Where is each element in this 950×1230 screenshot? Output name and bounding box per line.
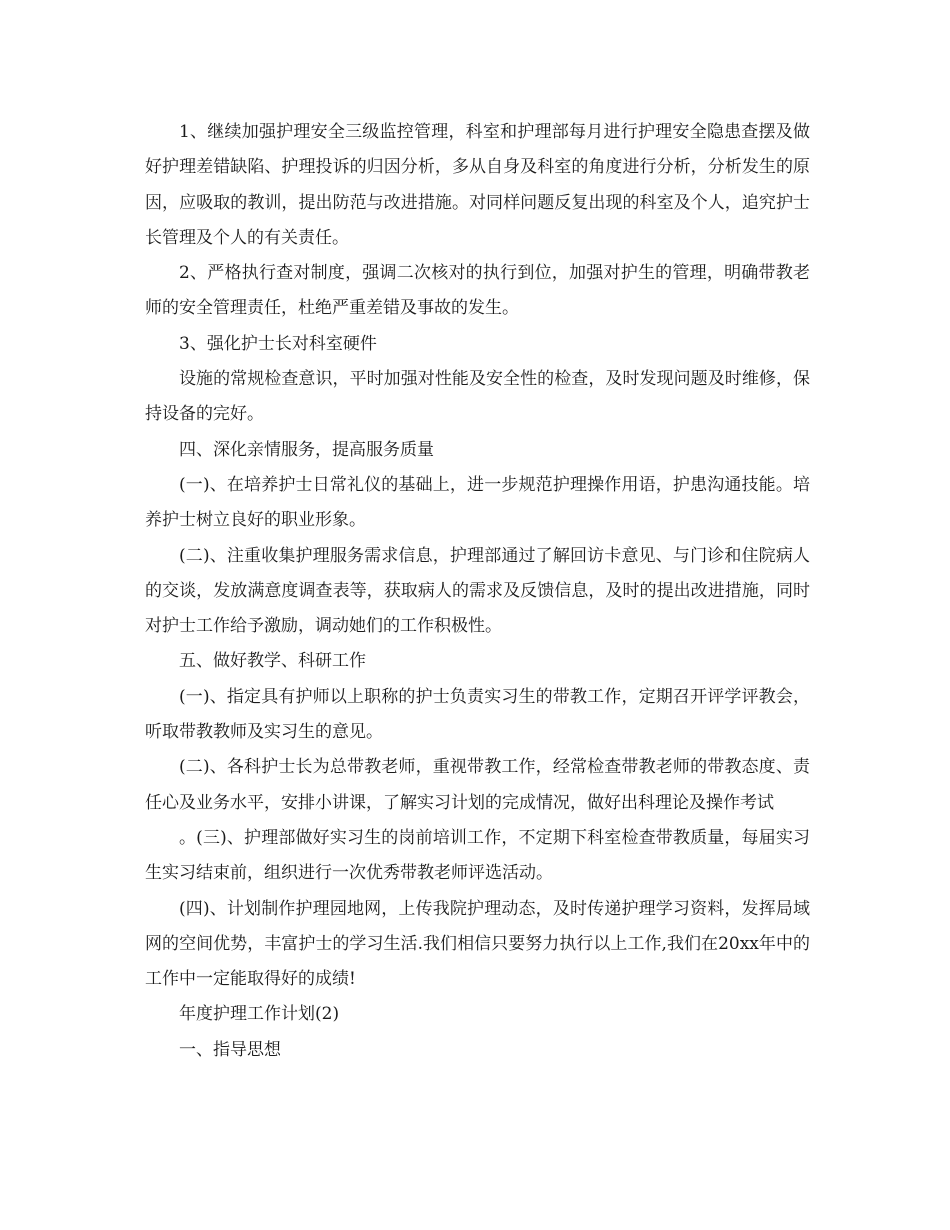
paragraph-equipment-inspection: 设施的常规检查意识，平时加强对性能及安全性的检查，及时发现问题及时维修，保持设备的完好。 [145,369,810,425]
document-body [145,115,810,1068]
section-heading-teaching-research: 五、做好教学、科研工作 [179,651,366,672]
paragraph-head-nurse-hardware: 3、强化护士长对科室硬件 [179,333,377,354]
paragraph-pre-job-training: 。(三)、护理部做好实习生的岗前培训工作，不定期下科室检查带教质量，每届实习生实习结束前，组织进行一次优秀带教老师评选活动。 [145,827,810,884]
section-heading-service-quality: 四、深化亲情服务，提高服务质量 [179,439,434,460]
paragraph-nursing-website: (四)、计划制作护理园地网，上传我院护理动态，及时传递护理学习资料，发挥局域网的空间优势，丰富护士的学习生活.我们相信只要努力执行以上工作,我们在20xx年中的工作中一定能取得好的成绩! [145,898,810,990]
paragraph-service-feedback: (二)、注重收集护理服务需求信息，护理部通过了解回访卡意见、与门诊和住院病人的交谈，发放满意度调查表等，获取病人的需求及反馈信息，及时的提出改进措施，同时对护士工作给予激励，调动她们的工作积极性。 [145,545,810,637]
paragraph-etiquette-training: (一)、在培养护士日常礼仪的基础上，进一步规范护理操作用语，护患沟通技能。培养护士树立良好的职业形象。 [145,474,810,531]
section-heading-guiding-ideology: 一、指导思想 [179,1039,281,1060]
paragraph-teaching-assignment: (一)、指定具有护师以上职称的护士负责实习生的带教工作，定期召开评学评教会，听取带教教师及实习生的意见。 [145,686,810,743]
paragraph-verification-system: 2、严格执行查对制度，强调二次核对的执行到位，加强对护生的管理，明确带教老师的安全管理责任，杜绝严重差错及事故的发生。 [145,263,810,319]
paragraph-head-nurse-teaching: (二)、各科护士长为总带教老师，重视带教工作，经常检查带教老师的带教态度、责任心及业务水平，安排小讲课，了解实习计划的完成情况，做好出科理论及操作考试 [145,757,810,813]
heading-annual-plan-2: 年度护理工作计划(2) [179,1004,340,1025]
paragraph-safety-monitoring: 1、继续加强护理安全三级监控管理，科室和护理部每月进行护理安全隐患查摆及做好护理差错缺陷、护理投诉的归因分析，多从自身及科室的角度进行分析，分析发生的原因，应吸取的教训，提出防范与改进措施。对同样问题反复出现的科室及个人，追究护士长管理及个人的有关责任。 [145,122,810,248]
